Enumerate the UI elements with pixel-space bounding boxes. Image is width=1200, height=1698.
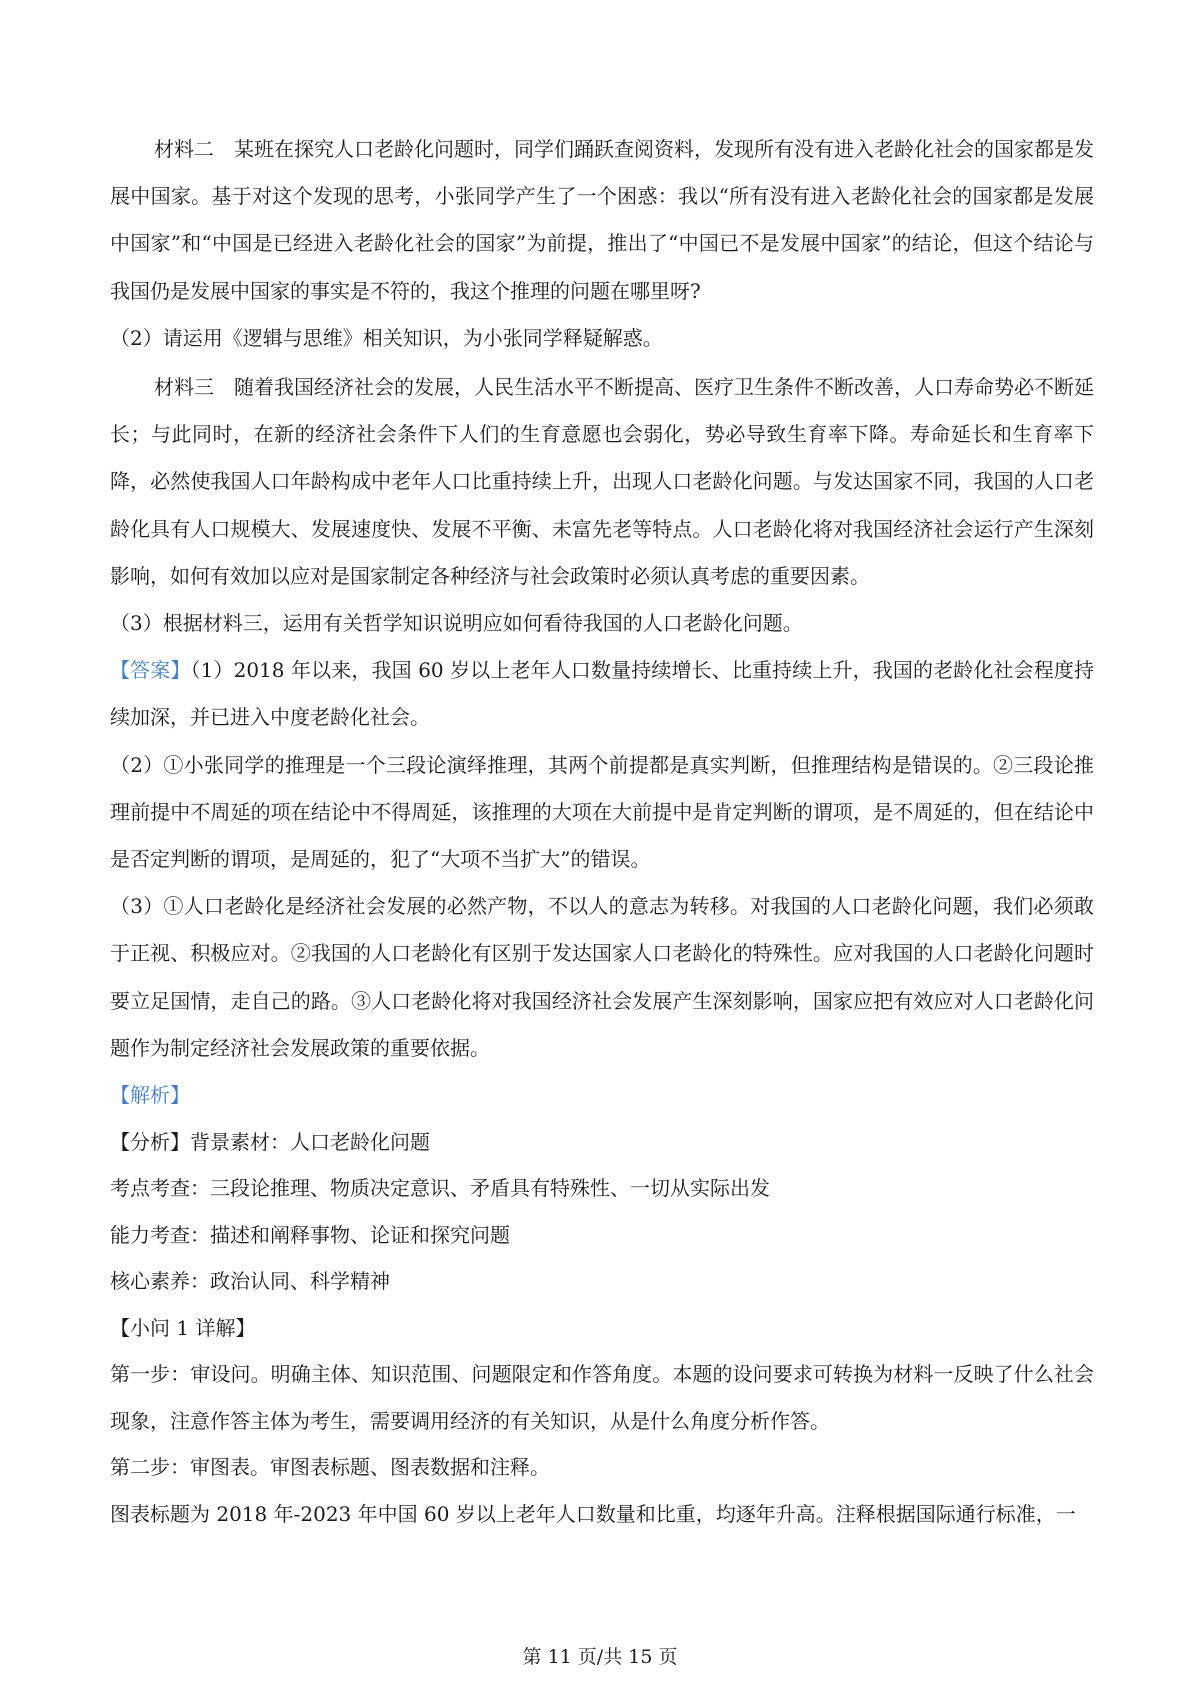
answer-part-3: （3）①人口老龄化是经济社会发展的必然产物，不以人的意志为转移。对我国的人口老龄化问题，我们必须敢于正视、积极应对。②我国的人口老龄化有区别于发达国家人口老龄化的特殊性。应对我国的人口老龄化问题时要立足国情，走自己的路。③人口老龄化将对我国经济社会发展产生深刻影响，国家应把有效应对人口老龄化问题作为制定经济社会发展政策的重要依据。 [110,894,1094,1060]
detail-heading-1: 【小问 1 详解】 [110,1315,256,1340]
page-content [110,126,1094,1537]
chart-note: 图表标题为 2018 年-2023 年中国 60 岁以上老年人口数量和比重，均逐年升高。注释根据国际通行标准，一 [110,1501,1076,1526]
analysis-background: 【分析】背景素材：人口老龄化问题 [110,1129,430,1154]
step-1: 第一步：审设问。明确主体、知识范围、问题限定和作答角度。本题的设问要求可转换为材料一反映了什么社会现象，注意作答主体为考生，需要调用经济的有关知识，从是什么角度分析作答。 [110,1362,1094,1433]
page-number: 第 11 页/共 15 页 [522,1646,678,1668]
analysis-label: 【解析】 [110,1083,190,1108]
material-2-paragraph: 材料二 某班在探究人口老龄化问题时，同学们踊跃查阅资料，发现所有没有进入老龄化社会的国家都是发展中国家。基于对这个发现的思考，小张同学产生了一个困惑：我以“所有没有进入老龄化社会的国家都是发展中国家”和“中国是已经进入老龄化社会的国家”为前提，推出了“中国已不是发展中国家”的结论，但这个结论与我国仍是发展中国家的事实是不符的，我这个推理的问题在哪里呀? [110,137,1094,303]
question-3: （3）根据材料三，运用有关哲学知识说明应如何看待我国的人口老龄化问题。 [110,611,803,636]
answer-label: 【答案】 [110,658,191,683]
page-footer [0,1644,1200,1670]
analysis-literacy: 核心素养：政治认同、科学精神 [110,1269,390,1294]
analysis-ability: 能力考查：描述和阐释事物、论证和探究问题 [110,1222,510,1247]
analysis-test-points: 考点考查：三段论推理、物质决定意识、矛盾具有特殊性、一切从实际出发 [110,1176,770,1201]
answer-part-1 [110,647,1094,741]
answer-part-2: （2）①小张同学的推理是一个三段论演绎推理，其两个前提都是真实判断，但推理结构是错误的。②三段论推理前提中不周延的项在结论中不得周延，该推理的大项在大前提中是肯定判断的谓项，是不周延的，但在结论中是否定判断的谓项，是周延的，犯了“大项不当扩大”的错误。 [110,752,1094,872]
question-2: （2）请运用《逻辑与思维》相关知识，为小张同学释疑解惑。 [110,325,663,350]
answer-part-1-text: （1）2018 年以来，我国 60 岁以上老年人口数量持续增长、比重持续上升，我国的老龄化社会程度持续加深，并已进入中度老龄化社会。 [110,658,1094,730]
material-3-paragraph: 材料三 随着我国经济社会的发展，人民生活水平不断提高、医疗卫生条件不断改善，人口寿命势必不断延长；与此同时，在新的经济社会条件下人们的生育意愿也会弱化，势必导致生育率下降。寿命延长和生育率下降，必然使我国人口年龄构成中老年人口比重持续上升，出现人口老龄化问题。与发达国家不同，我国的人口老龄化具有人口规模大、发展速度快、发展不平衡、未富先老等特点。人口老龄化将对我国经济社会运行产生深刻影响，如何有效加以应对是国家制定各种经济与社会政策时必须认真考虑的重要因素。 [110,375,1094,588]
step-2: 第二步：审图表。审图表标题、图表数据和注释。 [110,1455,550,1480]
